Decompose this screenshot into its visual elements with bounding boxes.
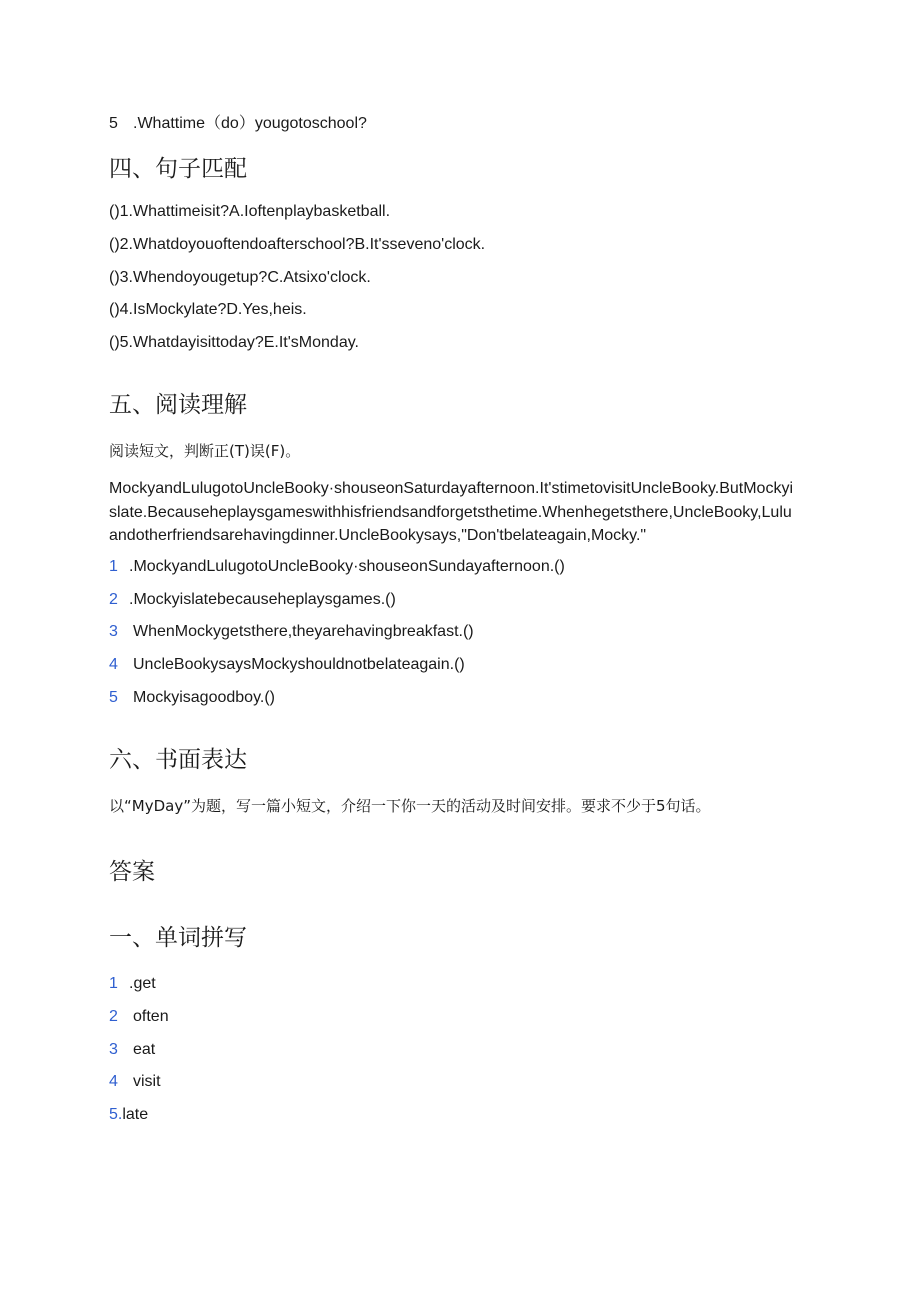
question-text: .MockyandLulugotoUncleBooky·shouseonSundayafternoon.() bbox=[129, 558, 565, 575]
answer-text: often bbox=[133, 1008, 169, 1025]
reading-question bbox=[109, 622, 474, 642]
question-text: .Mockyislatebecauseheplaysgames.() bbox=[129, 591, 396, 608]
reading-instruction: 阅读短文，判断正(T)误(F)。 bbox=[109, 442, 301, 460]
matching-line: ()3.Whendoyougetup?C.Atsixo'clock. bbox=[109, 269, 371, 286]
answers-section-heading: 一、单词拼写 bbox=[109, 925, 247, 951]
matching-line: ()4.IsMockylate?D.Yes,heis. bbox=[109, 301, 307, 318]
matching-line: ()1.Whattimeisit?A.Ioftenplaybasketball. bbox=[109, 203, 391, 220]
reading-passage: MockyandLulugotoUncleBooky·shouseonSaturdayafternoon.It'stimetovisitUncleBooky.ButMockyislate.Becauseheplaysgameswithhisfriendsandforgetsthetime.Whenhegetsthere,UncleBooky,Luluandotherfriendsarehavingdinner.UncleBookysays,"Don'tbelateagain,Mocky." bbox=[109, 480, 793, 544]
question-text: WhenMockygetsthere,theyarehavingbreakfast.() bbox=[133, 623, 474, 640]
matching-line: ()2.Whatdoyouoftendoafterschool?B.It'sseveno'clock. bbox=[109, 236, 486, 253]
answer-number: 4 bbox=[109, 1073, 118, 1090]
matching-line: ()5.Whatdayisittoday?E.It'sMonday. bbox=[109, 334, 359, 351]
section-heading-writing: 六、书面表达 bbox=[109, 747, 247, 773]
answer-text: eat bbox=[133, 1041, 156, 1058]
answers-heading: 答案 bbox=[109, 859, 155, 885]
reading-question bbox=[109, 655, 465, 675]
question-text: .Whattime（do）yougotoschool? bbox=[133, 115, 367, 132]
reading-question bbox=[109, 688, 275, 708]
reading-question bbox=[109, 557, 565, 577]
answer-item bbox=[109, 1040, 155, 1060]
answer-number: 3 bbox=[109, 1041, 118, 1058]
answer-item bbox=[109, 1007, 169, 1027]
reading-question bbox=[109, 590, 396, 610]
question-number: 5 bbox=[109, 115, 118, 132]
question-text: Mockyisagoodboy.() bbox=[133, 689, 275, 706]
section-heading-matching: 四、句子匹配 bbox=[109, 156, 247, 182]
answer-text: .get bbox=[129, 975, 156, 992]
question-number: 1 bbox=[109, 558, 118, 575]
answer-text: late bbox=[122, 1106, 149, 1123]
question-number: 5 bbox=[109, 689, 118, 706]
answer-item bbox=[109, 1072, 161, 1092]
writing-instruction: 以“MyDay”为题，写一篇小短文，介绍一下你一天的活动及时间安排。要求不少于5句话。 bbox=[109, 797, 711, 815]
question-number: 2 bbox=[109, 591, 118, 608]
question-number: 3 bbox=[109, 623, 118, 640]
answer-number: 5. bbox=[109, 1106, 123, 1123]
answer-number: 1 bbox=[109, 975, 118, 992]
answer-number: 2 bbox=[109, 1008, 118, 1025]
question-text: UncleBookysaysMockyshouldnotbelateagain.() bbox=[133, 656, 465, 673]
question-item bbox=[109, 114, 367, 134]
answer-item bbox=[109, 974, 156, 994]
answer-text: visit bbox=[133, 1073, 161, 1090]
answer-item bbox=[109, 1105, 148, 1125]
section-heading-reading: 五、阅读理解 bbox=[109, 392, 247, 418]
question-number: 4 bbox=[109, 656, 118, 673]
